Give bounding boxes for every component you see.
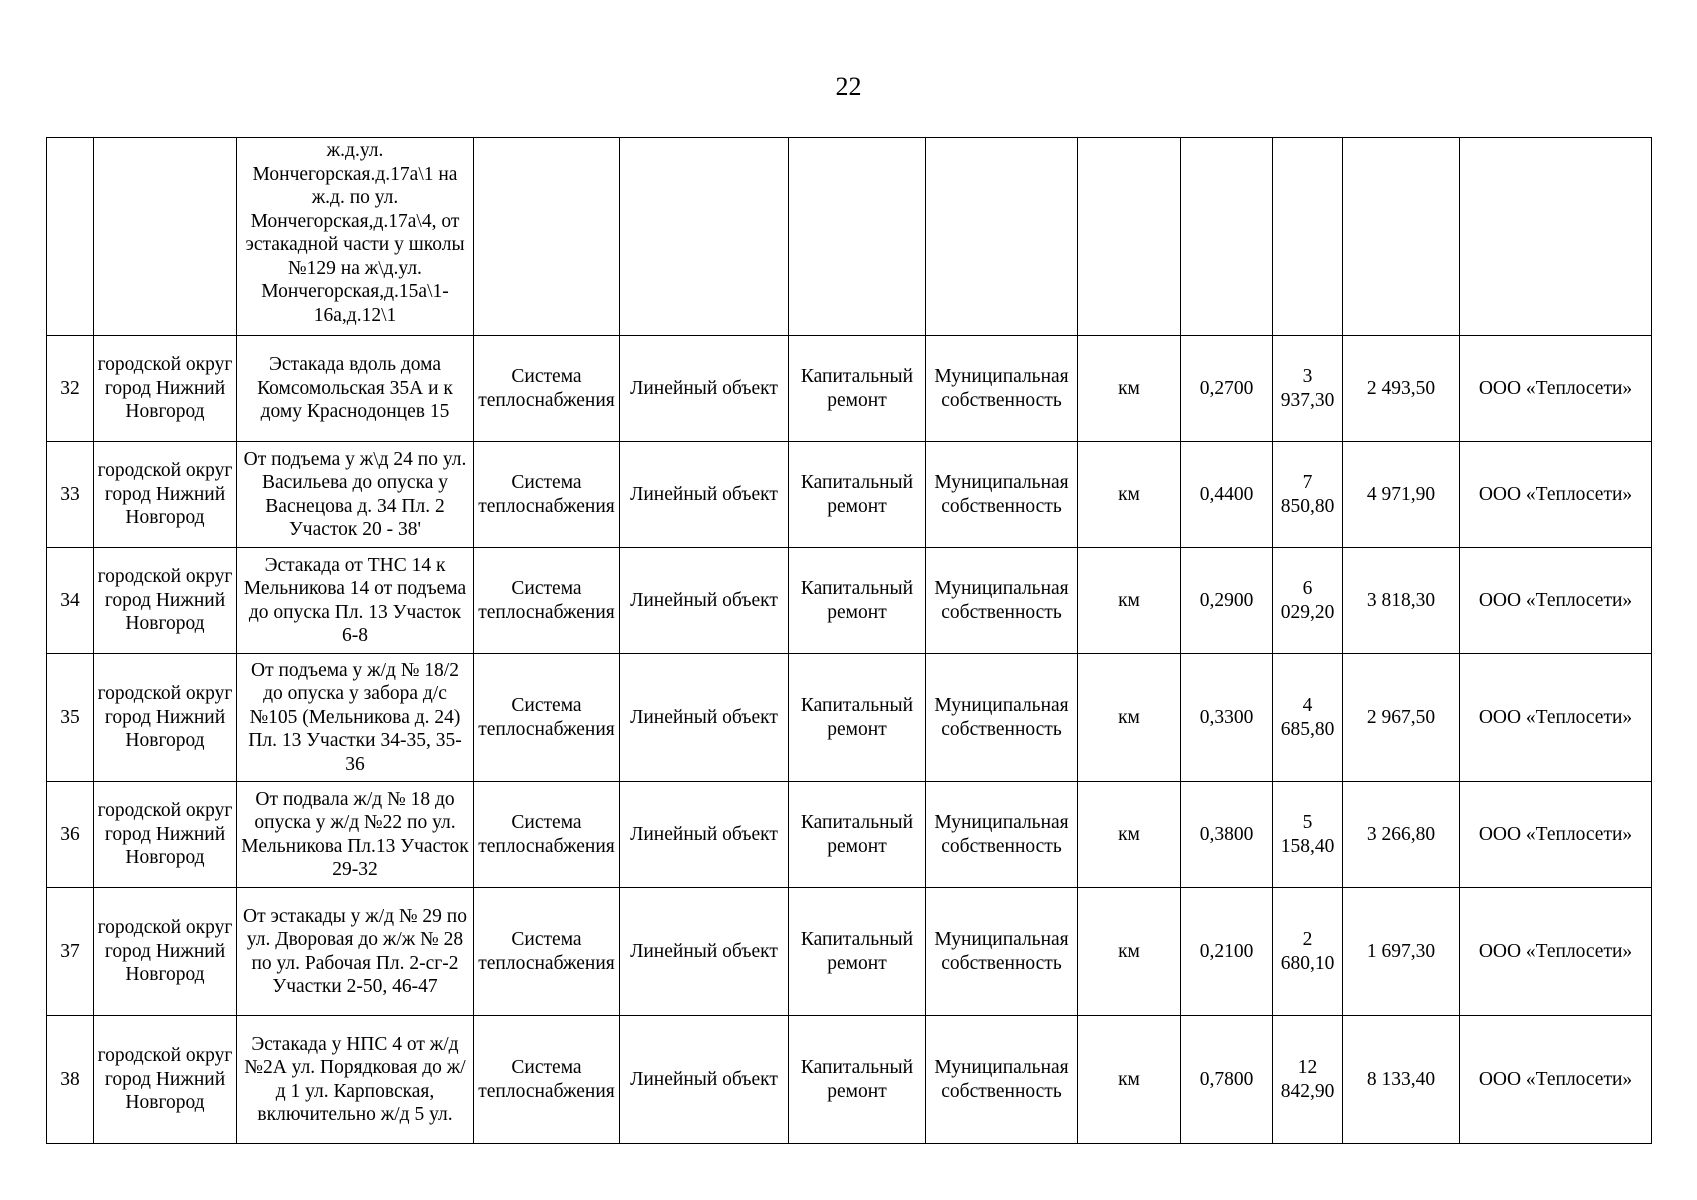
ownership-cell: Муниципальная собственность <box>926 336 1078 442</box>
municipality-cell: городской округ город Нижний Новгород <box>94 336 237 442</box>
row-number-cell: 33 <box>47 442 94 548</box>
work-type-cell: Капитальный ремонт <box>789 442 926 548</box>
length-cell: 0,4400 <box>1181 442 1273 548</box>
page-number: 22 <box>835 72 862 101</box>
work-type-cell: Капитальный ремонт <box>789 654 926 782</box>
system-cell: Система теплоснабжения <box>474 442 620 548</box>
length-cell: 0,2900 <box>1181 548 1273 654</box>
cost-a-cell: 3 937,30 <box>1273 336 1343 442</box>
system-cell: Система теплоснабжения <box>474 548 620 654</box>
cost-a-cell: 4 685,80 <box>1273 654 1343 782</box>
cost-a-cell: 6 029,20 <box>1273 548 1343 654</box>
system-cell: Система теплоснабжения <box>474 888 620 1016</box>
location-cell: От подъема у ж\д 24 по ул. Васильева до опуска у Васнецова д. 34 Пл. 2 Участок 20 - 38' <box>237 442 474 548</box>
unit-cell: км <box>1078 336 1181 442</box>
location-cell: ж.д.ул. Мончегорская.д.17а\1 на ж.д. по ул. Мончегорская,д.17а\4, от эстакадной части у школы №129 на ж\д.ул. Мончегорская,д.15а\1-16а,д.12\1 <box>237 138 474 336</box>
ownership-cell: Муниципальная собственность <box>926 654 1078 782</box>
organization-cell: ООО «Теплосети» <box>1460 654 1652 782</box>
municipality-cell: городской округ город Нижний Новгород <box>94 654 237 782</box>
organization-cell: ООО «Теплосети» <box>1460 888 1652 1016</box>
ownership-cell: Муниципальная собственность <box>926 442 1078 548</box>
unit-cell: км <box>1078 442 1181 548</box>
municipality-cell: городской округ город Нижний Новгород <box>94 1016 237 1144</box>
municipality-cell: городской округ город Нижний Новгород <box>94 548 237 654</box>
location-cell: От эстакады у ж/д № 29 по ул. Дворовая до ж/ж № 28 по ул. Рабочая Пл. 2-сг-2 Участки 2-50, 46-47 <box>237 888 474 1016</box>
organization-cell <box>1460 138 1652 336</box>
length-cell: 0,3300 <box>1181 654 1273 782</box>
work-type-cell <box>789 138 926 336</box>
object-type-cell: Линейный объект <box>620 782 789 888</box>
location-cell: Эстакада вдоль дома Комсомольская 35А и к дому Краснодонцев 15 <box>237 336 474 442</box>
system-cell: Система теплоснабжения <box>474 782 620 888</box>
work-type-cell: Капитальный ремонт <box>789 888 926 1016</box>
municipality-cell: городской округ город Нижний Новгород <box>94 782 237 888</box>
ownership-cell: Муниципальная собственность <box>926 782 1078 888</box>
ownership-cell <box>926 138 1078 336</box>
length-cell: 0,2700 <box>1181 336 1273 442</box>
cost-b-cell: 8 133,40 <box>1343 1016 1460 1144</box>
table-row <box>47 888 1652 1016</box>
object-type-cell: Линейный объект <box>620 888 789 1016</box>
work-type-cell: Капитальный ремонт <box>789 1016 926 1144</box>
municipality-cell: городской округ город Нижний Новгород <box>94 442 237 548</box>
cost-a-cell: 5 158,40 <box>1273 782 1343 888</box>
system-cell: Система теплоснабжения <box>474 654 620 782</box>
table-row <box>47 782 1652 888</box>
row-number-cell: 34 <box>47 548 94 654</box>
cost-a-cell: 2 680,10 <box>1273 888 1343 1016</box>
work-type-cell: Капитальный ремонт <box>789 782 926 888</box>
ownership-cell: Муниципальная собственность <box>926 888 1078 1016</box>
organization-cell: ООО «Теплосети» <box>1460 442 1652 548</box>
cost-b-cell: 2 967,50 <box>1343 654 1460 782</box>
length-cell <box>1181 138 1273 336</box>
table-row <box>47 336 1652 442</box>
municipality-cell <box>94 138 237 336</box>
length-cell: 0,2100 <box>1181 888 1273 1016</box>
row-number-cell: 32 <box>47 336 94 442</box>
system-cell <box>474 138 620 336</box>
municipality-cell: городской округ город Нижний Новгород <box>94 888 237 1016</box>
table-row <box>47 548 1652 654</box>
organization-cell: ООО «Теплосети» <box>1460 1016 1652 1144</box>
cost-b-cell: 1 697,30 <box>1343 888 1460 1016</box>
table-row <box>47 1016 1652 1144</box>
cost-a-cell <box>1273 138 1343 336</box>
table-row <box>47 442 1652 548</box>
object-type-cell: Линейный объект <box>620 336 789 442</box>
object-type-cell: Линейный объект <box>620 442 789 548</box>
cost-a-cell: 7 850,80 <box>1273 442 1343 548</box>
cost-b-cell: 4 971,90 <box>1343 442 1460 548</box>
unit-cell: км <box>1078 1016 1181 1144</box>
ownership-cell: Муниципальная собственность <box>926 1016 1078 1144</box>
cost-b-cell: 3 266,80 <box>1343 782 1460 888</box>
system-cell: Система теплоснабжения <box>474 336 620 442</box>
unit-cell: км <box>1078 548 1181 654</box>
organization-cell: ООО «Теплосети» <box>1460 548 1652 654</box>
length-cell: 0,3800 <box>1181 782 1273 888</box>
cost-b-cell <box>1343 138 1460 336</box>
work-type-cell: Капитальный ремонт <box>789 336 926 442</box>
work-type-cell: Капитальный ремонт <box>789 548 926 654</box>
unit-cell: км <box>1078 654 1181 782</box>
organization-cell: ООО «Теплосети» <box>1460 782 1652 888</box>
unit-cell: км <box>1078 782 1181 888</box>
cost-a-cell: 12 842,90 <box>1273 1016 1343 1144</box>
row-number-cell: 35 <box>47 654 94 782</box>
cost-b-cell: 3 818,30 <box>1343 548 1460 654</box>
row-number-cell <box>47 138 94 336</box>
organization-cell: ООО «Теплосети» <box>1460 336 1652 442</box>
registry-table <box>46 137 1652 1144</box>
row-number-cell: 36 <box>47 782 94 888</box>
cost-b-cell: 2 493,50 <box>1343 336 1460 442</box>
table-row-continuation <box>47 138 1652 336</box>
object-type-cell: Линейный объект <box>620 548 789 654</box>
location-cell: Эстакада у НПС 4 от ж/д №2А ул. Порядковая до ж/д 1 ул. Карповская, включительно ж/д 5 ул. <box>237 1016 474 1144</box>
row-number-cell: 38 <box>47 1016 94 1144</box>
length-cell: 0,7800 <box>1181 1016 1273 1144</box>
table-row <box>47 654 1652 782</box>
location-cell: От подвала ж/д № 18 до опуска у ж/д №22 по ул. Мельникова Пл.13 Участок 29-32 <box>237 782 474 888</box>
unit-cell: км <box>1078 888 1181 1016</box>
object-type-cell: Линейный объект <box>620 654 789 782</box>
registry-table-body <box>47 138 1652 1144</box>
location-cell: Эстакада от ТНС 14 к Мельникова 14 от подъема до опуска Пл. 13 Участок 6-8 <box>237 548 474 654</box>
unit-cell <box>1078 138 1181 336</box>
location-cell: От подъема у ж/д № 18/2 до опуска у забора д/с №105 (Мельникова д. 24) Пл. 13 Участки 34-35, 35-36 <box>237 654 474 782</box>
row-number-cell: 37 <box>47 888 94 1016</box>
system-cell: Система теплоснабжения <box>474 1016 620 1144</box>
object-type-cell: Линейный объект <box>620 1016 789 1144</box>
object-type-cell <box>620 138 789 336</box>
ownership-cell: Муниципальная собственность <box>926 548 1078 654</box>
